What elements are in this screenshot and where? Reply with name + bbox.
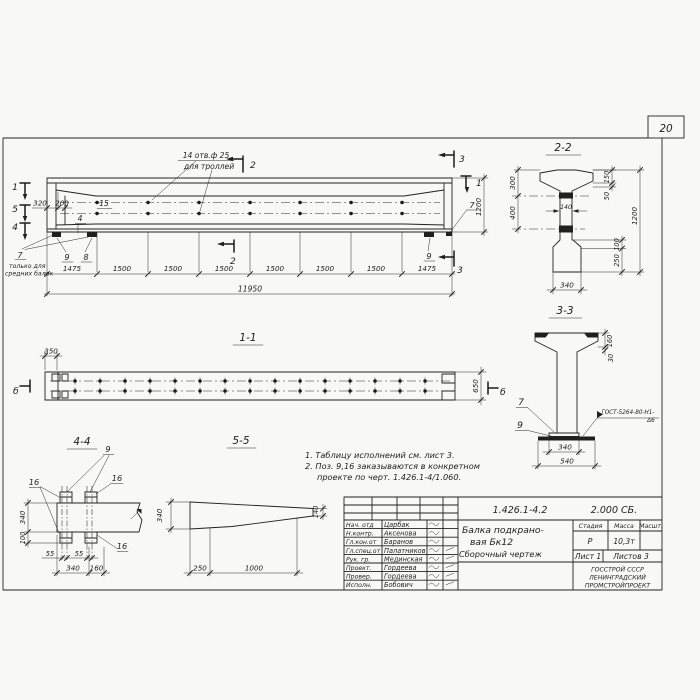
cut-label-1-left: 1 [12, 182, 18, 193]
weld-note-line1: ГОСТ-5264-80-Н1- [601, 410, 655, 416]
sig-role: Гл.спец.от [346, 547, 381, 555]
cut-label-2-top: 2 [250, 160, 256, 171]
section-5-5-label: 5-5 [232, 435, 250, 447]
cut-label-4-left: 4 [12, 222, 18, 233]
trolley-holes [97, 203, 402, 214]
sig-name: Мединская [384, 555, 423, 564]
drawing-title-line1: Балка подкрано- [462, 525, 544, 536]
cut-marker-b-left: б [13, 386, 19, 397]
pos-9-right: 9 [426, 251, 432, 261]
dim-340: 340 [155, 508, 164, 523]
sheet-frame [3, 116, 684, 590]
dim-250: 250 [193, 563, 207, 573]
sig-name: Палатников [384, 546, 426, 555]
section-4-4 [18, 436, 142, 576]
sig-role: Рук. гр. [346, 556, 371, 564]
col-stage: Стадия [578, 523, 603, 530]
pos-8: 8 [83, 252, 89, 262]
dim-140: 140 [560, 204, 572, 211]
dim-1200: 1200 [630, 206, 639, 226]
org-line1: ГОССТРОЙ СССР [591, 566, 644, 574]
cut-label-1-right: 1 [476, 178, 482, 189]
sheets-total: Листов 3 [613, 552, 649, 561]
bearing-plates [52, 233, 452, 238]
cut-label-2-bottom: 2 [230, 256, 236, 267]
pos-7: 7 [518, 397, 524, 408]
dim-segment: 1475 [62, 264, 82, 273]
pos-9: 9 [517, 420, 523, 431]
plan-holes [75, 381, 425, 391]
pos-16-left: 16 [28, 477, 40, 487]
pos-15: 15 [99, 199, 109, 208]
dim-250: 250 [613, 254, 621, 267]
dim-400: 400 [508, 206, 517, 220]
dim-50: 50 [603, 191, 611, 201]
dim-100: 100 [613, 238, 621, 251]
section-2-2-label: 2-2 [554, 142, 572, 154]
dim-55-b: 55 [74, 550, 84, 558]
pos-16-right: 16 [111, 473, 123, 483]
sig-name: Гордеева [384, 564, 417, 572]
dim-320: 320 [33, 198, 47, 208]
pos-9: 9 [105, 444, 111, 454]
note-line-3: проекте по черт. 1.426.1-4/1.060. [317, 472, 462, 482]
col-scale: Масшт. [639, 523, 663, 530]
drawing-title-line3: Сборочный чертеж [459, 549, 542, 559]
dim-segment: 1500 [315, 264, 335, 273]
sig-role: Н.контр. [346, 530, 374, 538]
doc-code: 2.000 СБ. [590, 505, 638, 516]
notes-block [305, 450, 480, 482]
section-5-5 [155, 435, 327, 576]
pos-7-right: 7 [469, 200, 475, 210]
dim-200: 200 [55, 198, 69, 208]
pos-7-left: 7 [17, 250, 23, 260]
sig-name: Гордеева [384, 572, 417, 581]
title-block [344, 497, 663, 590]
dim-340: 340 [560, 280, 574, 290]
dim-160: 160 [89, 563, 104, 573]
cut-marker-b-right: б [500, 387, 506, 398]
dim-340-v: 340 [18, 510, 27, 525]
dim-150: 150 [603, 170, 611, 184]
value-mass: 10,3т [613, 537, 635, 546]
rail-clamp-bands [559, 193, 573, 233]
dim-340-plate: 340 [558, 442, 572, 452]
drawing-title-line2: вая Бк12 [470, 537, 514, 548]
holes-callout-line1: 14 отв.ф 25 [182, 151, 230, 160]
pos-4: 4 [77, 214, 83, 223]
org-line2: ЛЕНИНГРАДСКИЙ [589, 574, 646, 582]
sig-name: Царбак [384, 521, 410, 529]
sig-role: Нач. отд [346, 522, 374, 529]
dim-160: 160 [606, 334, 614, 348]
left-note-line2: средних балок [5, 270, 54, 278]
sheet-number: Лист 1 [574, 552, 602, 561]
view-1-1-label: 1-1 [239, 332, 257, 344]
sig-role: Гл.кон.от [346, 539, 377, 547]
dim-540-plate: 540 [560, 456, 574, 466]
section-4-4-label: 4-4 [73, 436, 91, 448]
sig-role: Провер. [346, 573, 372, 581]
holes-callout-line2: для троллей [183, 162, 235, 171]
col-mass: Масса [614, 523, 634, 530]
sig-name: Бобович [384, 581, 413, 590]
weld-note-line2: Δ6 [647, 418, 655, 424]
section-2-2 [508, 142, 644, 294]
dim-300: 300 [508, 176, 517, 190]
dim-total-length: 11950 [237, 284, 263, 294]
dim-650: 650 [471, 379, 480, 393]
org-line3: ПРОМСТРОЙПРОЕКТ [584, 582, 651, 590]
dim-segment: 1500 [214, 264, 234, 273]
dim-100: 100 [19, 531, 27, 545]
dim-350: 350 [44, 346, 58, 356]
dim-beam-height: 1200 [474, 197, 483, 217]
dim-140: 140 [312, 505, 320, 519]
dim-1000: 1000 [244, 563, 264, 573]
cut-label-3-bottom: 3 [457, 265, 463, 276]
sig-role: Проект. [346, 565, 372, 572]
sig-role: Исполн. [346, 582, 372, 590]
note-line-1: 1. Таблицу исполнений см. лист 3. [305, 450, 455, 460]
view-1-1 [13, 332, 506, 405]
value-stage: Р [587, 536, 593, 546]
page-number: 20 [659, 123, 673, 135]
dim-segment: 1500 [366, 264, 386, 273]
sig-name: Баранов [384, 538, 414, 547]
dim-30: 30 [607, 353, 615, 363]
section-3-3 [515, 305, 659, 469]
section-3-3-label: 3-3 [556, 305, 574, 317]
dim-segment: 1500 [163, 264, 183, 273]
dim-340-h: 340 [66, 563, 80, 573]
dim-55-a: 55 [45, 550, 55, 558]
sig-name: Аксенова [384, 529, 417, 538]
doc-number: 1.426.1-4.2 [492, 505, 548, 516]
note-line-2: 2. Поз. 9,16 заказываются в конкретном [305, 461, 480, 471]
dim-segment: 1500 [112, 264, 132, 273]
cut-label-3-top: 3 [459, 154, 465, 165]
main-elevation-view [5, 151, 488, 297]
dim-segment: 1475 [417, 264, 437, 273]
left-note-line1: только для [9, 263, 46, 270]
cut-label-5-left: 5 [12, 204, 18, 215]
dim-segment: 1500 [265, 264, 285, 273]
pos-9-left: 9 [64, 252, 70, 262]
pos-16-bottom: 16 [116, 541, 128, 551]
